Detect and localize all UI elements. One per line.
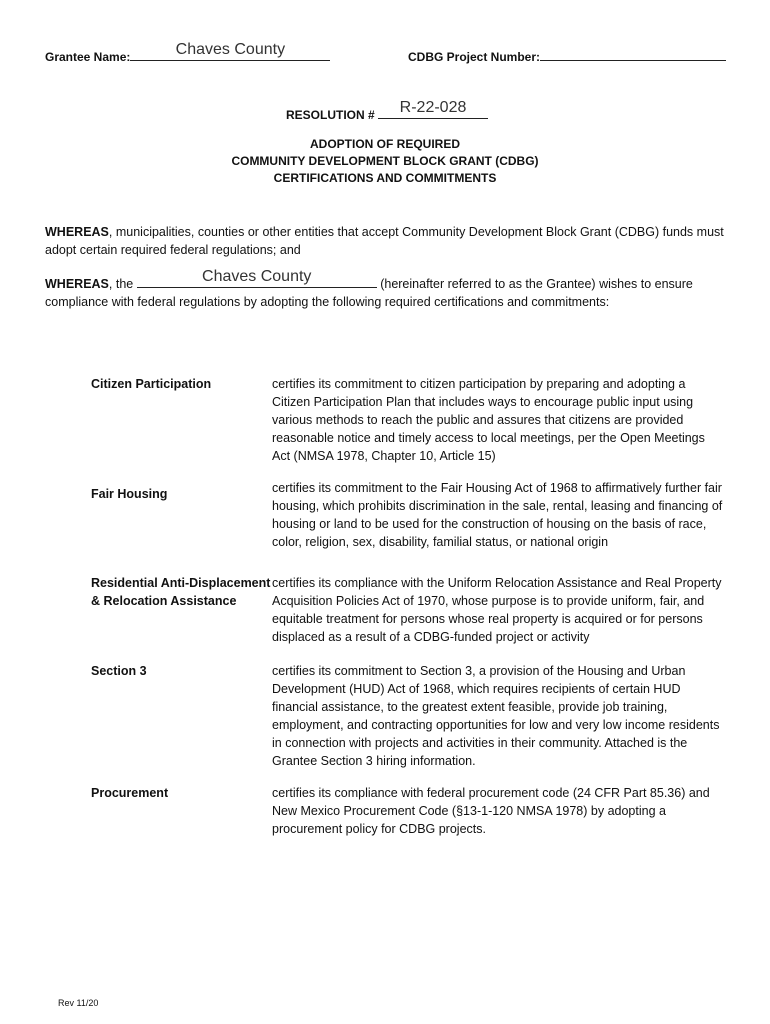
document-title <box>0 136 770 187</box>
whereas-keyword: WHEREAS <box>45 225 109 239</box>
cert-term-anti-displacement: Residential Anti-Displacement & Relocation Assistance <box>91 576 271 608</box>
cert-desc-fair-housing: certifies its commitment to the Fair Housing Act of 1968 to affirmatively further fair housing, which prohibits discrimination in the sale, rental, leasing and financing of housing or land to be used for the construction of housing on the basis of race, color, religion, sex, disability, familial status, or national origin <box>272 481 723 549</box>
cert-term-procurement: Procurement <box>91 786 169 800</box>
whereas-text-pre: , the <box>108 277 134 291</box>
cert-term-citizen-participation: Citizen Participation <box>91 377 212 391</box>
title-line: COMMUNITY DEVELOPMENT BLOCK GRANT (CDBG) <box>231 154 539 168</box>
grantee-name-label: Grantee Name: <box>45 50 131 64</box>
grantee-name-field <box>45 41 330 64</box>
resolution-label: RESOLUTION # <box>286 108 375 122</box>
whereas-keyword: WHEREAS <box>45 277 109 291</box>
whereas-text-line2: compliance with federal regulations by adopting the following required certifications and commitments: <box>45 295 610 309</box>
entity-name-line[interactable] <box>137 268 377 288</box>
entity-name-value: Chaves County <box>202 268 312 285</box>
grantee-name-value: Chaves County <box>175 41 286 58</box>
cert-desc-procurement: certifies its compliance with federal procurement code (24 CFR Part 85.36) and New Mexico Procurement Code (§13-1-120 NMSA 1978) by adopting a procurement policy for CDBG projects. <box>272 786 710 836</box>
whereas-text: , municipalities, counties or other entities that accept Community Development Block Grant (CDBG) funds must adopt certain required federal regulations; and <box>45 225 724 257</box>
cert-desc-anti-displacement: certifies its compliance with the Uniform Relocation Assistance and Real Property Acquisition Policies Act of 1970, whose purpose is to provide uniform, fair, and equitable treatment for persons whose real property is acquired or for persons displaced as a result of a CDBG-funded project or activity <box>272 576 722 644</box>
cdbg-project-number-line[interactable] <box>540 48 726 61</box>
cert-desc-section-3: certifies its commitment to Section 3, a provision of the Housing and Urban Development (HUD) Act of 1968, which requires recipients of certain HUD financial assistance, to the greatest extent feasible, provide job training, employment, and contracting opportunities for low and very low income residents in connection with projects and activities in their community. Attached is the Grantee Section 3 hiring information. <box>272 664 720 768</box>
whereas-paragraph-2 <box>45 268 725 311</box>
revision-footer: Rev 11/20 <box>58 998 99 1008</box>
whereas-text-post: (hereinafter referred to as the Grantee) wishes to ensure <box>380 277 693 291</box>
cert-desc-citizen-participation: certifies its commitment to citizen participation by preparing and adopting a Citizen Participation Plan that includes ways to encourage public input using various methods to reach the public and assures that citizens are provided reasonable notice and timely access to local meetings, per the Open Meetings Act (NMSA 1978, Chapter 10, Article 15) <box>272 377 705 463</box>
resolution-number-line[interactable] <box>378 99 488 119</box>
cert-term-section-3: Section 3 <box>91 664 147 678</box>
grantee-name-line[interactable] <box>130 41 330 61</box>
cdbg-project-number-label: CDBG Project Number: <box>408 50 541 64</box>
title-line: ADOPTION OF REQUIRED <box>309 137 460 151</box>
whereas-paragraph-1 <box>45 223 725 259</box>
cdbg-project-number-field <box>408 48 726 64</box>
cert-term-fair-housing: Fair Housing <box>91 487 168 501</box>
resolution-number-value: R-22-028 <box>399 99 467 116</box>
title-line: CERTIFICATIONS AND COMMITMENTS <box>273 171 497 185</box>
resolution-number-field <box>286 99 488 122</box>
